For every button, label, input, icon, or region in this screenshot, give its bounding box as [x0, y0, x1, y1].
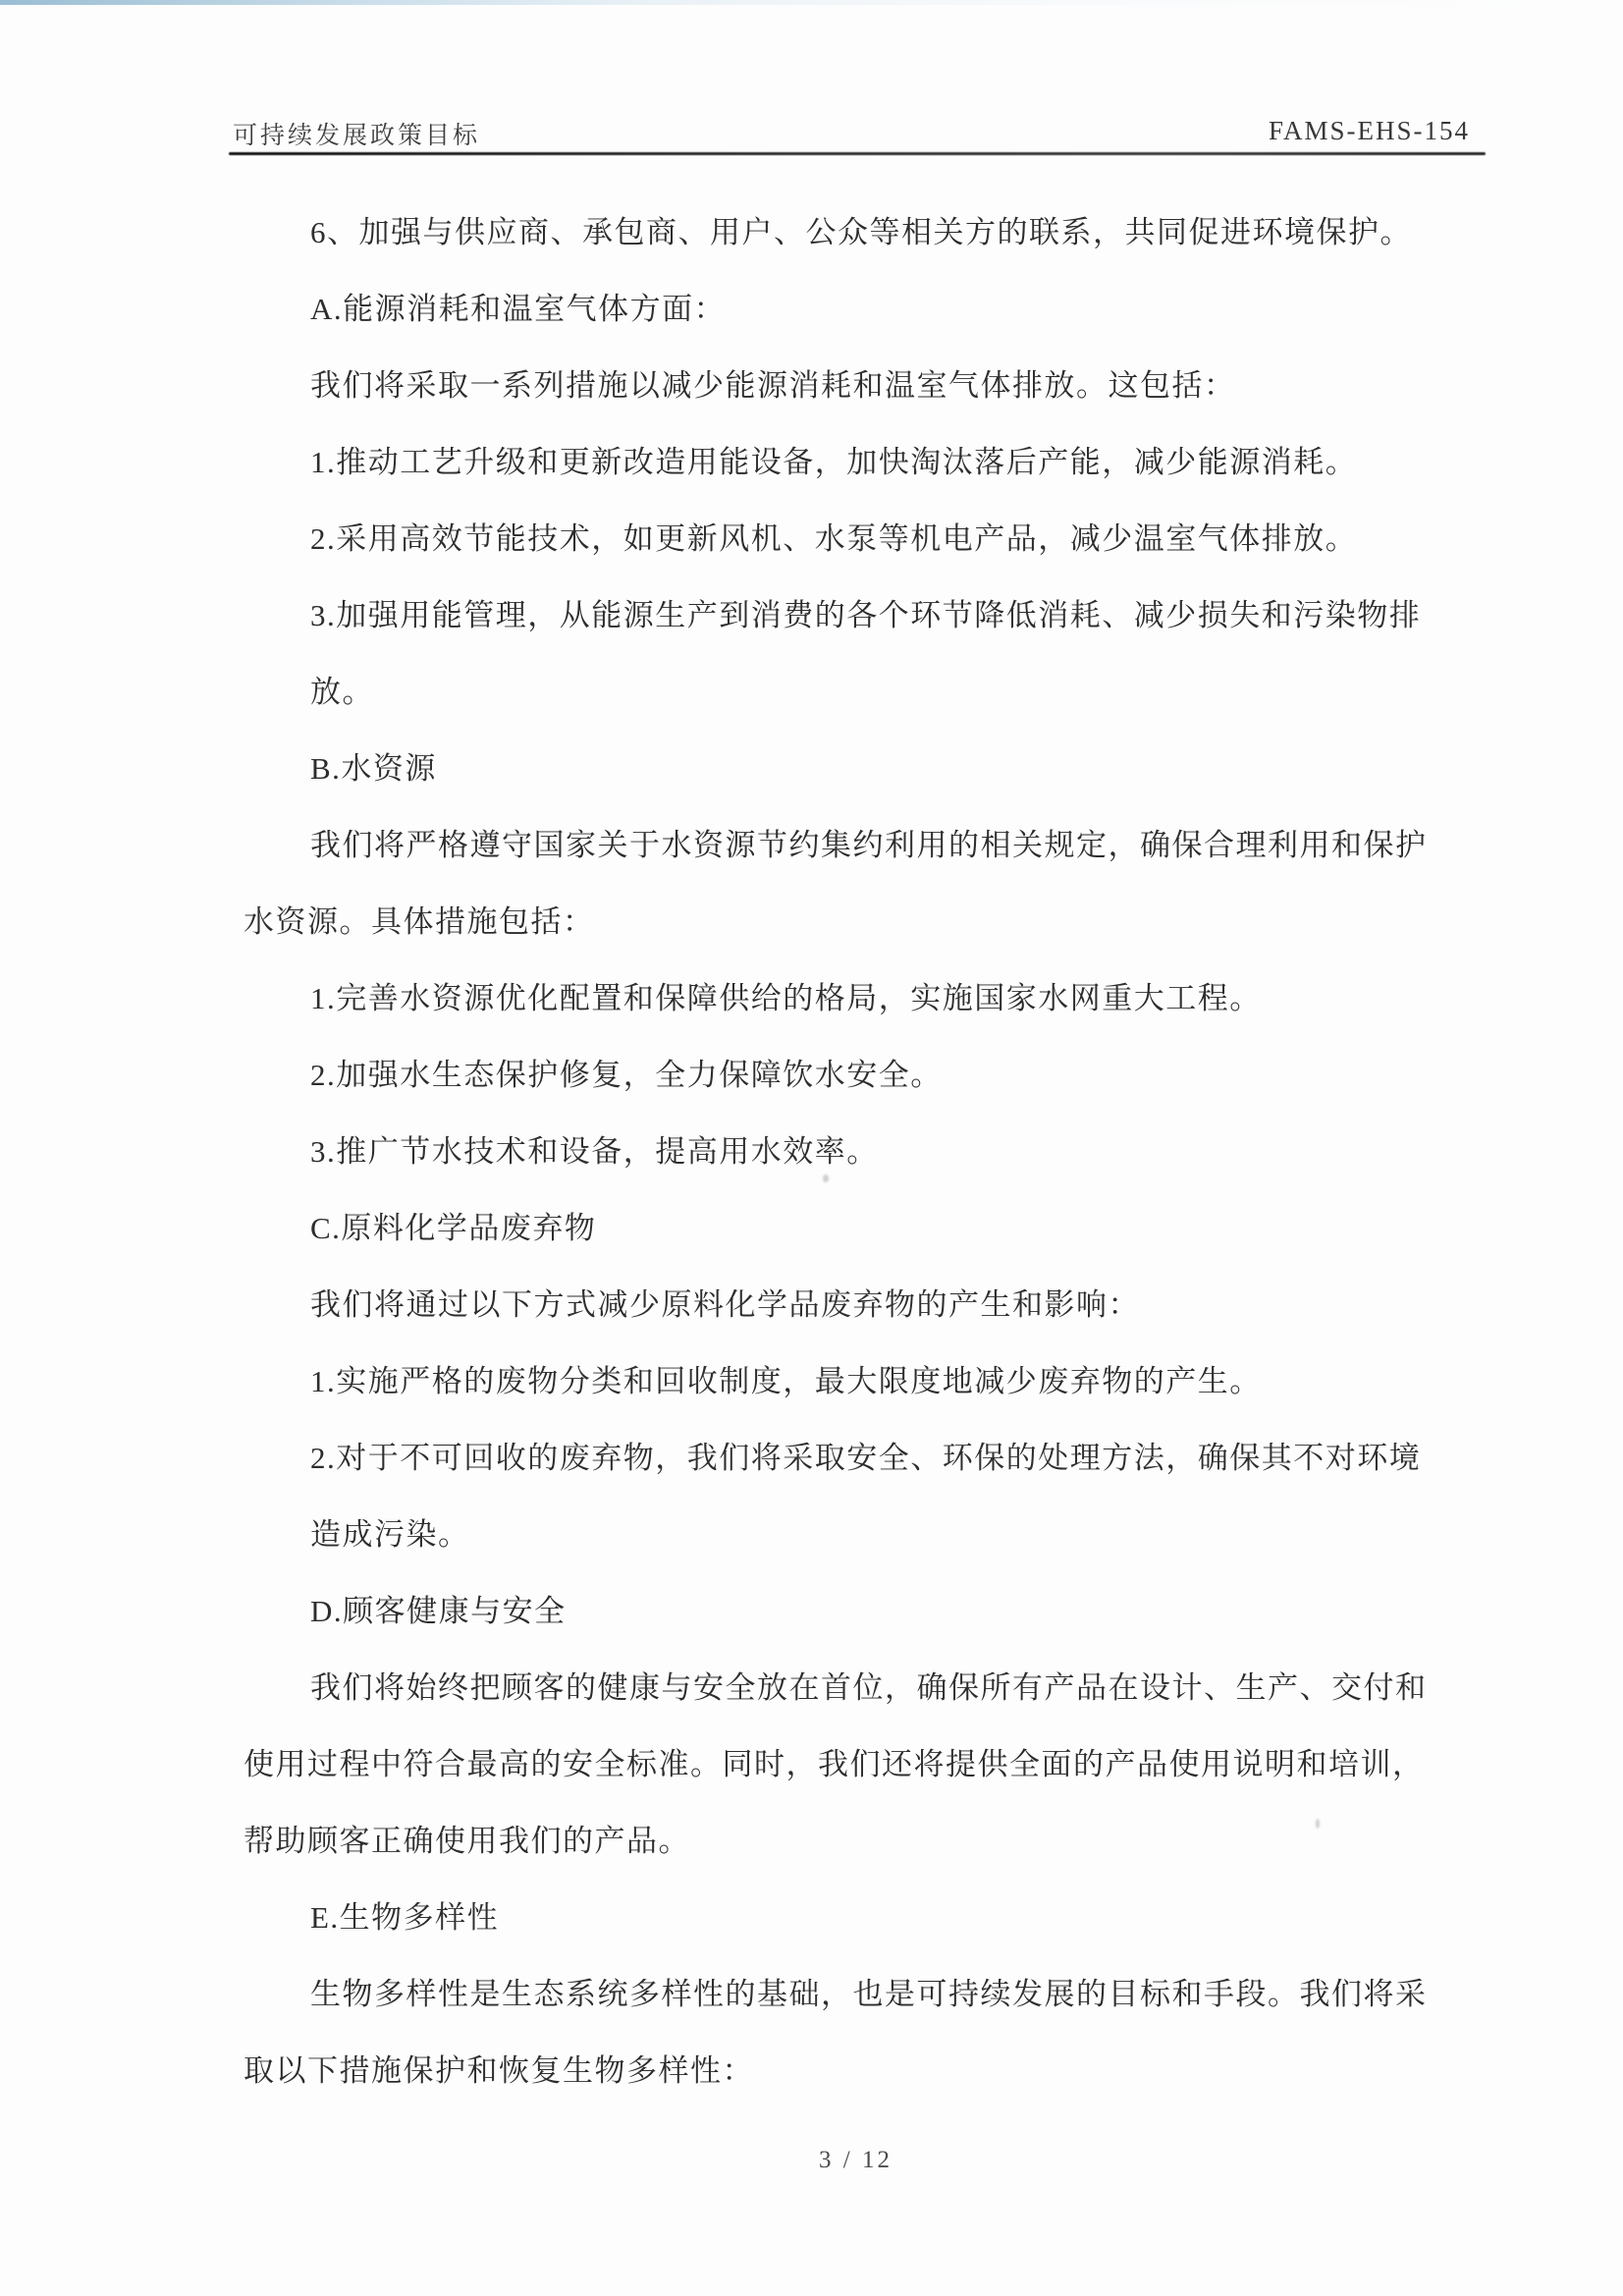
- scan-edge-artifact: [0, 0, 1623, 5]
- scan-speck: [823, 1175, 829, 1182]
- text-line: 1.推动工艺升级和更新改造用能设备，加快淘汰落后产能，减少能源消耗。: [310, 445, 1358, 479]
- text-line: 3.推广节水技术和设备，提高用水效率。: [310, 1134, 879, 1169]
- text-line: 使用过程中符合最高的安全标准。同时，我们还将提供全面的产品使用说明和培训，: [243, 1747, 1425, 1781]
- text-line: 1.完善水资源优化配置和保障供给的格局，实施国家水网重大工程。: [310, 981, 1262, 1015]
- text-line: 我们将始终把顾客的健康与安全放在首位，确保所有产品在设计、生产、交付和: [310, 1670, 1428, 1705]
- document-title: 可持续发展政策目标: [233, 123, 481, 149]
- text-line: 2.对于不可回收的废弃物，我们将采取安全、环保的处理方法，确保其不对环境: [310, 1441, 1422, 1475]
- text-line: 1.实施严格的废物分类和回收制度，最大限度地减少废弃物的产生。: [310, 1364, 1262, 1398]
- page-header: [233, 116, 1478, 155]
- text-line: 放。: [310, 675, 374, 709]
- page-number: 3 / 12: [819, 2147, 893, 2173]
- section-heading-b: B.水资源: [310, 751, 437, 786]
- scan-speck: [1316, 1819, 1320, 1829]
- text-line: 3.加强用能管理，从能源生产到消费的各个环节降低消耗、减少损失和污染物排: [310, 598, 1422, 632]
- header-divider: [229, 152, 1486, 155]
- document-body: [243, 194, 1468, 2109]
- text-line: 2.加强水生态保护修复，全力保障饮水安全。: [310, 1058, 943, 1092]
- section-heading-a: A.能源消耗和温室气体方面：: [310, 292, 727, 326]
- text-line: 我们将采取一系列措施以减少能源消耗和温室气体排放。这包括：: [310, 368, 1236, 403]
- section-heading-d: D.顾客健康与安全: [310, 1594, 567, 1628]
- text-line: 取以下措施保护和恢复生物多样性：: [243, 2053, 754, 2088]
- text-line: 生物多样性是生态系统多样性的基础，也是可持续发展的目标和手段。我们将采: [310, 1977, 1428, 2011]
- document-code: FAMS-EHS-154: [1268, 116, 1470, 145]
- text-line: 6、加强与供应商、承包商、用户、公众等相关方的联系，共同促进环境保护。: [310, 215, 1412, 249]
- text-line: 帮助顾客正确使用我们的产品。: [243, 1824, 690, 1858]
- section-heading-e: E.生物多样性: [310, 1900, 500, 1935]
- text-line: 我们将严格遵守国家关于水资源节约集约利用的相关规定，确保合理利用和保护: [310, 828, 1428, 862]
- section-heading-c: C.原料化学品废弃物: [310, 1211, 597, 1245]
- text-line: 水资源。具体措施包括：: [243, 904, 595, 939]
- text-line: 我们将通过以下方式减少原料化学品废弃物的产生和影响：: [310, 1287, 1140, 1322]
- text-line: 2.采用高效节能技术，如更新风机、水泵等机电产品，减少温室气体排放。: [310, 521, 1358, 556]
- text-line: 造成污染。: [310, 1517, 470, 1552]
